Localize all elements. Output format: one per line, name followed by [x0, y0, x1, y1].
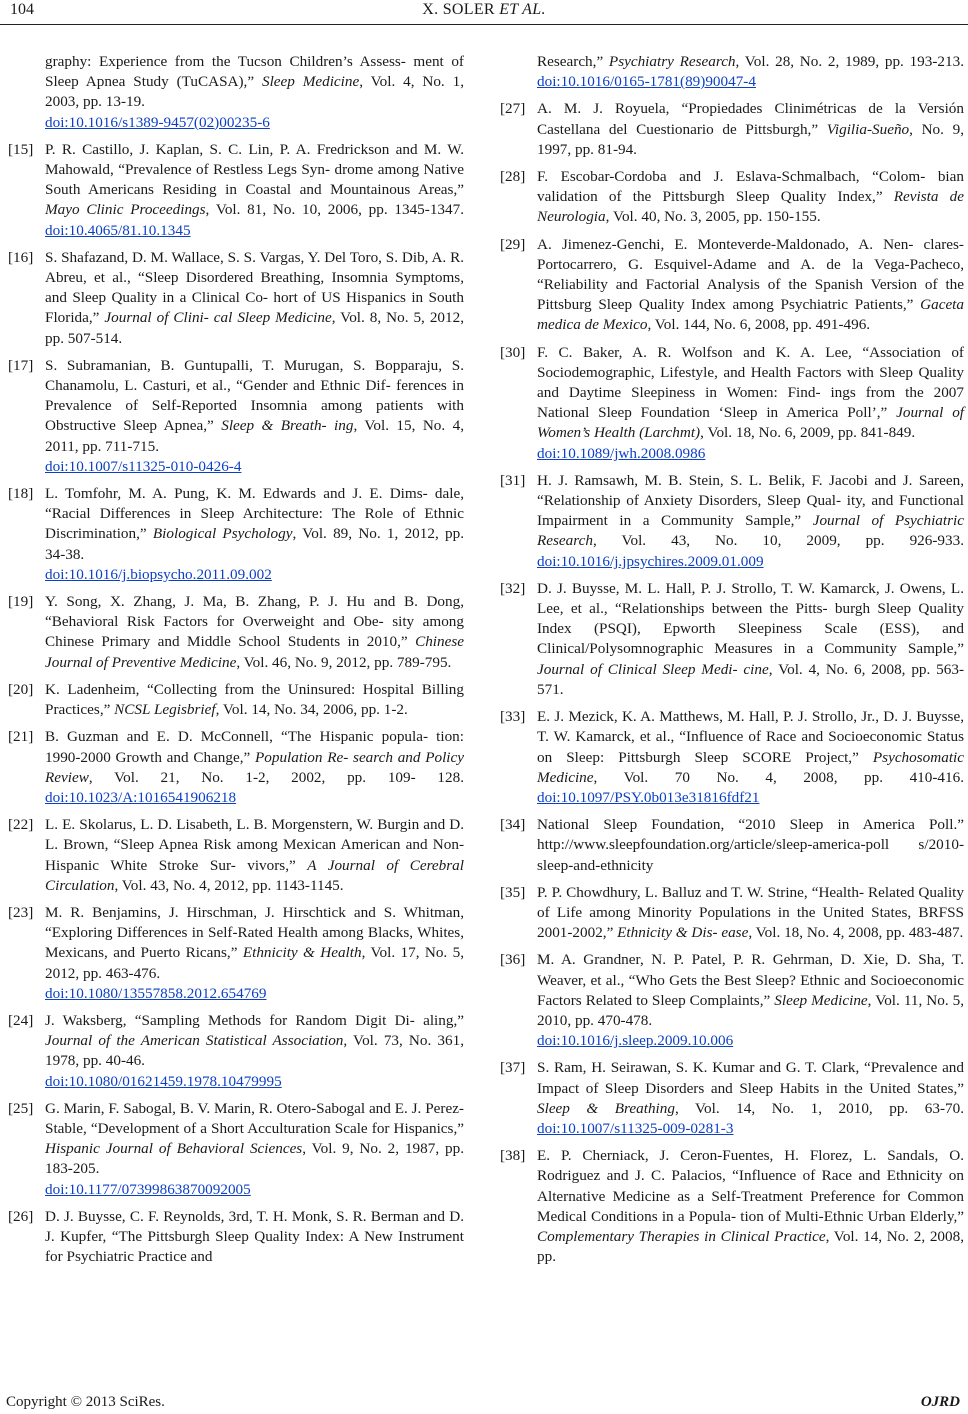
- reference-details: , Vol. 4, No. 1, 2003, pp. 13-19.: [45, 73, 464, 111]
- reference-number: [15]: [8, 140, 34, 158]
- reference-item: [500, 471, 964, 572]
- reference-text: Research,”: [537, 53, 609, 70]
- reference-item: [8, 1011, 464, 1092]
- reference-item: [500, 883, 964, 944]
- reference-item: [8, 727, 464, 808]
- reference-details: , No. 9, 1997, pp. 81-94.: [537, 120, 964, 158]
- reference-details: , Vol. 14, No. 34, 2006, pp. 1-2.: [215, 701, 408, 719]
- reference-item: [8, 140, 464, 241]
- reference-text: S. Ram, H. Seirawan, S. K. Kumar and G. T. Clark, “Prevalence and Impact of Sleep Disorders and Sleep Habits in the United States,”: [537, 1059, 964, 1097]
- reference-text: S. Subramanian, B. Guntupalli, T. Murugan, S. Bopparaju, S. Chanamolu, L. Casturi, et al., “Gender and Ethnic Dif- ferences in Prevalence of Self-Reported Insomnia among patients with Obstructive Sleep Apnea,”: [45, 356, 464, 435]
- reference-details: , Vol. 81, No. 10, 2006, pp. 1345-1347.: [205, 201, 464, 219]
- reference-text: H. J. Ramsawh, M. B. Stein, S. L. Belik, F. Jacobi and J. Sareen, “Relationship of Anxiety Disorders, Sleep Qual- ity, and Functional Impairment in a Community Sample,”: [537, 471, 964, 530]
- reference-number: [36]: [500, 951, 526, 969]
- doi-link[interactable]: doi:10.4065/81.10.1345: [45, 221, 191, 239]
- doi-link[interactable]: doi:10.1023/A:1016541906218: [45, 788, 237, 806]
- reference-text: D. J. Buysse, M. L. Hall, P. J. Strollo, T. W. Kamarck, J. Owens, L. Lee, et al., “Relationships between the Pitts- burgh Sleep Quality Index (PSQI), Epworth Sleepiness Scale (ESS), and Clinical/Polysomnographic Measures in a Community Sample,”: [537, 579, 964, 658]
- journal-name: Journal of Psychiatric Research: [537, 512, 964, 550]
- reference-item: [8, 1099, 464, 1200]
- journal-name: Population Re- search and Policy Review: [45, 748, 464, 786]
- reference-text: M. R. Benjamins, J. Hirschman, J. Hirschtick and S. Whitman, “Exploring Differences in Self-Rated Health among Blacks, Whites, Mexicans, and Puerto Ricans,”: [45, 903, 464, 962]
- journal-name: Psychosomatic Medicine: [537, 748, 964, 786]
- reference-body: [537, 883, 964, 944]
- reference-text: F. C. Baker, A. R. Wolfson and K. A. Lee, “Association of Sociodemographic, Lifestyle, and Health Factors with Sleep Quality and Daytime Sleepiness in Women: Find- ings from the 2007 National Sleep Foundation ‘Sleep in America Poll’,”: [537, 343, 964, 422]
- reference-body: [537, 1058, 964, 1139]
- reference-number: [37]: [500, 1059, 526, 1077]
- reference-list: [500, 99, 964, 1267]
- reference-body: [537, 707, 964, 808]
- reference-number: [21]: [8, 728, 34, 746]
- journal-name: Ethnicity & Dis- ease: [617, 924, 749, 942]
- running-head: [0, 1, 968, 19]
- reference-body: [45, 815, 464, 896]
- reference-number: [33]: [500, 708, 526, 726]
- reference-body: [537, 815, 964, 876]
- reference-details: , Vol. 43, No. 4, 2012, pp. 1143-1145.: [114, 876, 344, 894]
- reference-item: [500, 815, 964, 876]
- reference-body: [45, 1099, 464, 1200]
- reference-number: [16]: [8, 248, 34, 266]
- doi-link[interactable]: doi:10.1080/01621459.1978.10479995: [45, 1072, 282, 1090]
- reference-number: [35]: [500, 883, 526, 901]
- reference-details: , Vol. 73, No. 361, 1978, pp. 40-46.: [45, 1032, 465, 1070]
- reference-item: [8, 815, 464, 896]
- reference-text: D. J. Buysse, C. F. Reynolds, 3rd, T. H. Monk, S. R. Berman and D. J. Kupfer, “The Pittsburgh Sleep Quality Index: A New Instrument for Psychiatric Practice and: [45, 1207, 464, 1266]
- journal-name: Gaceta medica de Mexico: [537, 296, 964, 334]
- reference-text: G. Marin, F. Sabogal, B. V. Marin, R. Otero-Sabogal and E. J. Perez-Stable, “Development of a Short Acculturation Scale for Hispanics,”: [45, 1099, 464, 1137]
- doi-link[interactable]: doi:10.1016/j.biopsycho.2011.09.002: [45, 565, 272, 583]
- journal-name: Biological Psychology: [152, 525, 293, 543]
- reference-body: [45, 592, 464, 673]
- reference-details: , Vol. 17, No. 5, 2012, pp. 463-476.: [45, 944, 465, 982]
- left-column: [8, 52, 464, 1274]
- reference-item: [500, 950, 964, 1051]
- doi-link[interactable]: doi:10.1007/s11325-010-0426-4: [45, 457, 242, 475]
- doi-link[interactable]: doi:10.1177/07399863870092005: [45, 1180, 251, 1198]
- reference-continuation: [45, 52, 464, 133]
- right-column: [500, 52, 964, 1274]
- page-header: [0, 0, 968, 26]
- reference-text: F. Escobar-Cordoba and J. Eslava-Schmalbach, “Colom- bian validation of the Pittsburgh Sleep Quality Index,”: [537, 168, 964, 206]
- reference-text: E. J. Mezick, K. A. Matthews, M. Hall, P. J. Strollo, Jr., D. J. Buysse, T. W. Kamarck, et al., “Influence of Race and Socioeconomic Status on Sleep: Pittsburgh Sleep SCORE Project,”: [537, 708, 964, 766]
- doi-link[interactable]: doi:10.1016/j.jpsychires.2009.01.009: [537, 552, 764, 570]
- reference-details: , Vol. 40, No. 3, 2005, pp. 150-155.: [605, 208, 821, 226]
- reference-body: [537, 343, 964, 464]
- reference-details: , Vol. 14, No. 2, 2008, pp.: [537, 1227, 964, 1266]
- reference-text: M. A. Grandner, N. P. Patel, P. R. Gehrman, D. Xie, D. Sha, T. Weaver, et al., “Who Gets the Best Sleep? Ethnic and Socioeconomic Factors Related to Sleep Complaints,”: [537, 951, 964, 1009]
- reference-body: [45, 356, 464, 477]
- reference-body: [45, 727, 464, 808]
- reference-details: , Vol. 28, No. 2, 1989, pp. 193-213.: [735, 53, 964, 70]
- reference-item: [8, 680, 464, 720]
- reference-item: [8, 592, 464, 673]
- page-footer: [0, 1380, 968, 1410]
- reference-number: [23]: [8, 903, 34, 921]
- reference-number: [29]: [500, 235, 526, 253]
- reference-body: [45, 1207, 464, 1268]
- journal-name: Journal of Clini- cal Sleep Medicine: [104, 309, 332, 327]
- journal-name: NCSL Legisbrief: [114, 701, 216, 719]
- reference-details: , Vol. 21, No. 1-2, 2002, pp. 109- 128.: [88, 768, 464, 786]
- reference-text: J. Waksberg, “Sampling Methods for Random Digit Di- aling,”: [45, 1011, 464, 1029]
- journal-code: OJRD: [920, 1394, 960, 1410]
- reference-item: [8, 356, 464, 477]
- reference-item: [8, 248, 464, 349]
- journal-name: Journal of Clinical Sleep Medi- cine: [537, 660, 769, 678]
- journal-name: Journal of the American Statistical Association: [45, 1032, 344, 1050]
- reference-text: K. Ladenheim, “Collecting from the Uninsured: Hospital Billing Practices,”: [45, 680, 464, 719]
- reference-number: [19]: [8, 593, 34, 611]
- reference-text: graphy: Experience from the Tucson Children’s Assess- ment of Sleep Apnea Study (TuCASA),”: [45, 53, 464, 91]
- reference-body: [45, 1011, 464, 1092]
- reference-item: [500, 1058, 964, 1139]
- reference-text: A. M. J. Royuela, “Propiedades Clinimétricas de la Versión Castellana del Cuestionario de Pittsburgh,”: [537, 100, 964, 138]
- reference-details: , Vol. 4, No. 6, 2008, pp. 563-571.: [537, 660, 964, 698]
- reference-body: [45, 680, 464, 720]
- journal-name: Sleep Medicine: [261, 73, 360, 91]
- reference-body: [537, 1146, 964, 1267]
- journal-name: Revista de Neurologia: [537, 188, 964, 226]
- journal-name: Chinese Journal of Preventive Medicine: [45, 633, 464, 671]
- reference-number: [31]: [500, 471, 526, 489]
- reference-details: , Vol. 14, No. 1, 2010, pp. 63-70.: [674, 1099, 964, 1117]
- reference-list: [8, 140, 464, 1268]
- reference-details: , Vol. 70 No. 4, 2008, pp. 410-416.: [593, 768, 964, 786]
- reference-text: P. R. Castillo, J. Kaplan, S. C. Lin, P. A. Fredrickson and M. W. Mahowald, “Prevalence of Restless Legs Syn- drome among Native South Americans Residing in Coastal and Mountainous Areas,”: [45, 140, 464, 199]
- reference-number: [22]: [8, 816, 34, 834]
- reference-details: , Vol. 9, No. 2, 1987, pp. 183-205.: [45, 1140, 465, 1178]
- reference-text: S. Shafazand, D. M. Wallace, S. S. Vargas, Y. Del Toro, S. Dib, A. R. Abreu, et al., “Sleep Disordered Breathing, Insomnia Symptoms, and Sleep Quality in a Clinical Co- hort of US Hispanics in South Florida,”: [45, 248, 464, 327]
- journal-name: Psychiatry Research: [608, 53, 736, 70]
- doi-link[interactable]: doi:10.1080/13557858.2012.654769: [45, 984, 267, 1002]
- reference-body: [45, 484, 464, 585]
- reference-body: [45, 248, 464, 349]
- reference-details: , Vol. 144, No. 6, 2008, pp. 491-496.: [647, 316, 871, 334]
- reference-details: , Vol. 11, No. 5, 2010, pp. 470-478.: [537, 991, 965, 1029]
- doi-link[interactable]: doi:10.1089/jwh.2008.0986: [537, 444, 706, 462]
- reference-details: , Vol. 46, No. 9, 2012, pp. 789-795.: [236, 653, 452, 671]
- reference-number: [17]: [8, 356, 34, 374]
- journal-name: Complementary Therapies in Clinical Practice: [537, 1227, 826, 1245]
- header-rule: [0, 24, 968, 25]
- reference-number: [32]: [500, 579, 526, 597]
- reference-number: [34]: [500, 816, 526, 834]
- journal-name: Hispanic Journal of Behavioral Sciences: [45, 1140, 303, 1158]
- reference-body: [45, 140, 464, 241]
- reference-item: [8, 484, 464, 585]
- reference-continuation: [537, 52, 964, 92]
- reference-number: [25]: [8, 1099, 34, 1117]
- reference-details: , Vol. 18, No. 4, 2008, pp. 483-487.: [748, 924, 964, 942]
- reference-body: [537, 950, 964, 1051]
- reference-details: , Vol. 8, No. 5, 2012, pp. 507-514.: [45, 309, 464, 347]
- reference-text: L. Tomfohr, M. A. Pung, K. M. Edwards and J. E. Dims- dale, “Racial Differences in Sleep Architecture: The Role of Ethnic Discrimination,”: [45, 485, 464, 543]
- reference-body: [537, 235, 964, 336]
- reference-text: Y. Song, X. Zhang, J. Ma, B. Zhang, P. J. Hu and B. Dong, “Behavioral Risk Factors for Overweight and Obe- sity among Chinese Primary and Middle School Students in 2010,”: [45, 593, 464, 651]
- reference-item: [500, 167, 964, 228]
- reference-details: , Vol. 18, No. 6, 2009, pp. 841-849.: [700, 424, 916, 442]
- reference-number: [20]: [8, 680, 34, 698]
- reference-item: [500, 1146, 964, 1267]
- reference-number: [30]: [500, 343, 526, 361]
- reference-number: [27]: [500, 100, 526, 118]
- reference-details: , Vol. 89, No. 1, 2012, pp. 34-38.: [45, 525, 464, 563]
- journal-name: Ethnicity & Health: [242, 944, 362, 962]
- reference-number: [26]: [8, 1207, 34, 1225]
- doi-link[interactable]: doi:10.1016/0165-1781(89)90047-4: [537, 73, 756, 91]
- reference-item: [500, 343, 964, 464]
- journal-name: Sleep & Breathing: [537, 1099, 675, 1117]
- reference-item: [500, 707, 964, 808]
- reference-item: [500, 99, 964, 160]
- reference-body: [537, 579, 964, 700]
- reference-number: [38]: [500, 1147, 526, 1165]
- journal-name: Vigilia-Sueño: [826, 120, 910, 138]
- reference-text: L. E. Skolarus, L. D. Lisabeth, L. B. Morgenstern, W. Burgin and D. L. Brown, “Sleep Apnea Risk among Mexican American and Non-Hispanic White Stroke Sur- vivors,”: [45, 816, 464, 874]
- journal-name: Sleep & Breath- ing: [221, 417, 354, 435]
- reference-item: [8, 903, 464, 1004]
- reference-item: [500, 579, 964, 700]
- doi-link[interactable]: doi:10.1007/s11325-009-0281-3: [537, 1119, 734, 1137]
- reference-body: [45, 903, 464, 1004]
- reference-item: [500, 235, 964, 336]
- doi-link[interactable]: doi:10.1097/PSY.0b013e31816fdf21: [537, 788, 760, 806]
- copyright-notice: Copyright © 2013 SciRes.: [6, 1394, 165, 1410]
- doi-link[interactable]: doi:10.1016/s1389-9457(02)00235-6: [45, 113, 270, 131]
- reference-body: [537, 471, 964, 572]
- journal-name: A Journal of Cerebral Circulation: [45, 856, 464, 894]
- reference-details: , Vol. 43, No. 10, 2009, pp. 926-933.: [592, 532, 964, 550]
- reference-text: P. P. Chowdhury, L. Balluz and T. W. Strine, “Health- Related Quality of Life among Minority Populations in the United States, BRFSS 2001-2002,”: [537, 883, 964, 942]
- running-head-authors: X. SOLER: [422, 1, 495, 18]
- running-head-etal: ET AL.: [499, 1, 546, 18]
- reference-text: A. Jimenez-Genchi, E. Monteverde-Maldonado, A. Nen- clares-Portocarrero, G. Esquivel-Adame and A. de la Vega-Pacheco, “Reliability and Factorial Analysis of the Spanish Version of the Pittsburg Sleep Quality Index among Psychiatric Patients,”: [537, 235, 964, 314]
- journal-name: Mayo Clinic Proceedings: [45, 201, 206, 219]
- reference-text: National Sleep Foundation, “2010 Sleep in America Poll.” http://www.sleepfoundation.org/article/sleep-america-poll s/2010-sleep-and-ethnicity: [537, 816, 964, 874]
- reference-number: [28]: [500, 168, 526, 186]
- reference-details: , Vol. 15, No. 4, 2011, pp. 711-715.: [45, 417, 465, 455]
- reference-number: [18]: [8, 485, 34, 503]
- reference-number: [24]: [8, 1011, 34, 1029]
- reference-text: E. P. Cherniack, J. Ceron-Fuentes, H. Florez, L. Sandals, O. Rodriguez and J. C. Palacios, “Influence of Race and Ethnicity on Alternative Medicine as a Self-Treatment Preference for Common Medical Conditions in a Popula- tion of Multi-Ethnic Urban Elderly,”: [537, 1147, 964, 1225]
- journal-name: Journal of Women’s Health (Larchmt): [537, 404, 965, 442]
- doi-link[interactable]: doi:10.1016/j.sleep.2009.10.006: [537, 1032, 734, 1050]
- page-number: 104: [10, 1, 34, 18]
- journal-name: Sleep Medicine: [774, 991, 868, 1009]
- reference-body: [537, 99, 964, 160]
- reference-item: [8, 1207, 464, 1268]
- reference-text: B. Guzman and E. D. McConnell, “The Hispanic popula- tion: 1990-2000 Growth and Change,”: [45, 728, 464, 766]
- reference-body: [537, 167, 964, 228]
